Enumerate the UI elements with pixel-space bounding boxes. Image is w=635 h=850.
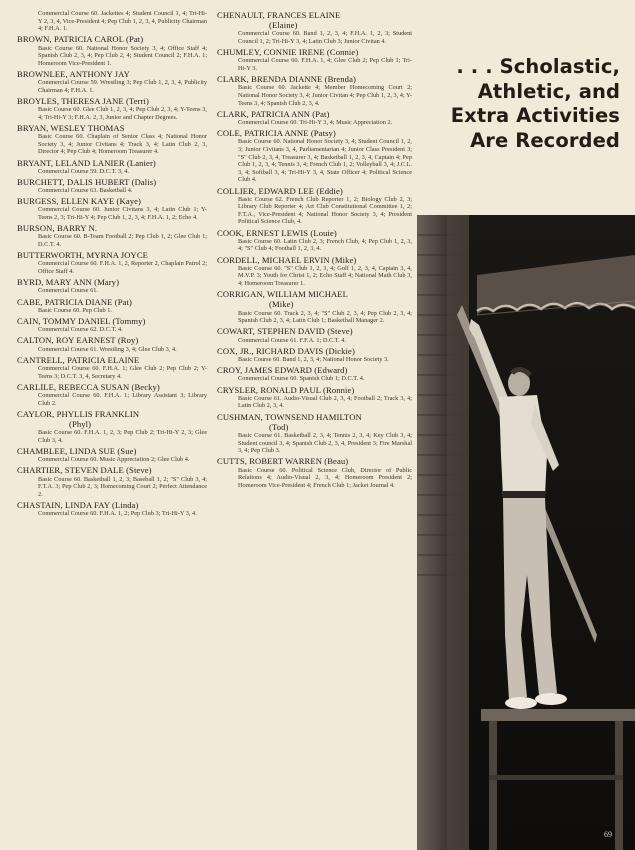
- senior-entry: [17, 277, 207, 295]
- senior-name: CAYLOR, PHYLLIS FRANKLIN: [17, 408, 140, 419]
- senior-activities: Commercial Course 60. F.H.A. 1; Library Assistant 3; Library Club 2.: [38, 391, 207, 407]
- senior-entry: [17, 409, 207, 445]
- senior-name: CHAMBLEE, LINDA SUE (Sue): [17, 445, 137, 456]
- senior-name: CALTON, ROY EARNEST (Roy): [17, 335, 139, 346]
- senior-activities: Commercial Course 61. Wrestling 3, 4; Glee Club 3, 4.: [38, 345, 177, 353]
- senior-entry: [217, 186, 412, 227]
- senior-entry: [217, 255, 412, 288]
- section-heading: [426, 55, 620, 153]
- senior-activities: Basic Course 60. National Honor Society 3, 4; Office Staff 4; Spanish Club 2, 3, 4; Pep Club 2, 4; Student Council 2; F.H.A. 1; Homeroom Vice-President 1.: [38, 44, 207, 67]
- senior-name: BYRD, MARY ANN (Mary): [17, 277, 120, 288]
- senior-activities: Basic Course 60. Political Science Club, Director of Public Relations 4; Audio-Visual 2, 3, 4; Homeroom President 2; Homeroom Vice-President 4; French Club 1; Jacket Journal 4.: [238, 466, 412, 489]
- senior-activities: Basic Course 60. F.H.A. 1, 2, 3; Pep Club 2; Tri-Hi-Y 2, 3; Glee Club 3, 4.: [38, 429, 207, 444]
- senior-entry: [217, 228, 412, 253]
- senior-activities: Basic Course 60. Basketball 1, 2, 3; Baseball 1, 2; "S" Club 3, 4; F.T.A. 3; Pep Club 2, 3; Homecoming Court 2; Perfect Attendance 2.: [38, 475, 207, 498]
- senior-name: CUSHMAN, TOWNSEND HAMILTON: [217, 411, 362, 422]
- senior-name: COLE, PATRICIA ANNE (Patsy): [217, 128, 336, 139]
- senior-activities: Commercial Course 60. F.H.A. 1, 2; Pep Club 3; Tri-Hi-Y 3, 4.: [38, 510, 197, 518]
- senior-name: COLLIER, EDWARD LEE (Eddie): [217, 185, 343, 196]
- senior-activities: Commercial Course 60. Jackettes 4; Student Council 1, 4; Tri-Hi-Y 2, 3, 4, Vice-President 4; Pep Club 1, 2, 3, 4, Publicity Chairman 4; F.H.A. 1.: [38, 10, 207, 33]
- heading-line-1: . . . Scholastic,: [456, 55, 620, 78]
- senior-entry: [217, 109, 412, 127]
- senior-name: COOK, ERNEST LEWIS (Louie): [217, 227, 337, 238]
- senior-name: CARLILE, REBECCA SUSAN (Becky): [17, 381, 160, 392]
- senior-entry: [217, 412, 412, 455]
- senior-entry: [217, 74, 412, 107]
- heading-line-2: Athletic, and: [477, 79, 620, 103]
- senior-name: CROY, JAMES EDWARD (Edward): [217, 365, 348, 376]
- senior-activities: Commercial Course 59. Wrestling 3; Pep Club 1, 2, 3, 4, Publicity Chairman 4; F.H.A. 1.: [38, 79, 207, 94]
- senior-entry: [17, 250, 207, 275]
- senior-activities: Basic Course 60. "S" Club 1, 2, 3, 4; Golf 1, 2, 3, 4, Captain 3, 4, M.V.P. 3; Youth for Christ 1, 2; Echo Staff 4; National Math Club 3, 4; Homeroom Treasurer 1.: [238, 264, 412, 288]
- senior-activities: Basic Course 62. French Club Reporter 1, 2; Biology Club 2, 3; Library Club Reporter 4; Art Club Constitutional Committee 1, 2; F.T.A., Vice-President 4; National Honor Society 3, 4; President Political Science Club, 4.: [238, 195, 412, 226]
- senior-activities: Basic Course 60. Chaplain of Senior Class 4; National Honor Society 3, 4; Junior Civitans 4; Track 3, 4; Latin Club 2, 3, Director 4; Pep Club 4; Homeroom Treasurer 4.: [38, 133, 207, 156]
- senior-entry: [17, 69, 207, 94]
- senior-name: COX, JR., RICHARD DAVIS (Dickie): [217, 345, 355, 356]
- senior-activities: Commercial Course 59. D.C.T. 3, 4.: [38, 167, 130, 175]
- senior-name: BRYAN, WESLEY THOMAS: [17, 122, 125, 133]
- senior-name: BURCHETT, DALIS HUBERT (Dalis): [17, 176, 157, 187]
- senior-activities: Basic Course 60. B-Team Football 2; Pep Club 1, 2; Glee Club 1; D.C.T. 4.: [38, 233, 207, 249]
- senior-entry: [17, 177, 207, 195]
- senior-activities: Commercial Course 60. Spanish Club 1; D.C.T. 4.: [238, 375, 365, 383]
- senior-name: CHASTAIN, LINDA FAY (Linda): [17, 499, 139, 510]
- senior-entry: [17, 223, 207, 248]
- senior-activities: Commercial Course 61. F.F.A. 1; D.C.T. 4.: [238, 336, 347, 344]
- senior-name: BURSON, BARRY N.: [17, 223, 98, 234]
- senior-name: CABE, PATRICIA DIANE (Pat): [17, 296, 132, 307]
- senior-name: BROYLES, THERESA JANE (Terri): [17, 95, 149, 106]
- senior-listing-column-middle: [217, 10, 412, 491]
- senior-nickname: (Mike): [269, 299, 294, 310]
- senior-activities: Commercial Course 60. Band 1, 2, 3, 4; F.H.A. 1, 2, 3; Student Council 1, 2; Tri-Hi-Y 3, 4; Latin Club 3; Junior Civitan 4.: [238, 30, 412, 45]
- senior-nickname: (Elaine): [269, 20, 298, 31]
- senior-entry: [17, 355, 207, 380]
- senior-activities: Commercial Course 61.: [38, 287, 98, 295]
- senior-activities: Commercial Course 60. F.H.A. 1; Glee Club 2; Pep Club 2; Y-Teens 3; D.C.T. 3, 4, Secretary 4.: [38, 365, 207, 380]
- senior-entry: [217, 10, 412, 46]
- senior-name: BROWN, PATRICIA CAROL (Pat): [17, 34, 144, 45]
- senior-activities: Basic Course 60. Glee Club 1, 2, 3, 4; Pep Club 2, 3, 4; Y-Teens 3, 4; Tri-Hi-Y 3; F.H.A. 2, 3, Junior and Chapter Degrees.: [38, 106, 207, 121]
- senior-entry: [217, 289, 412, 325]
- senior-name: CLARK, BRENDA DIANNE (Brenda): [217, 74, 356, 85]
- senior-entry: [17, 500, 207, 518]
- senior-activities: Basic Course 61. Basketball 2, 3, 4; Tennis 2, 3, 4; Key Club 3, 4; Student council 3, 4; Spanish Club 2, 3, 4, President 3; Fire Marshal 3, 4; Pep Club 3.: [238, 431, 412, 455]
- senior-listing-column-left: [17, 10, 207, 519]
- senior-name: CORRIGAN, WILLIAM MICHAEL: [217, 289, 348, 300]
- senior-entry: [17, 96, 207, 121]
- senior-activities: Commercial Course 60. Music Appreciation 2; Glee Club 4.: [38, 456, 190, 464]
- photo-illustration: [417, 215, 635, 850]
- senior-name: CANTRELL, PATRICIA ELAINE: [17, 354, 140, 365]
- senior-name: BROWNLEE, ANTHONY JAY: [17, 68, 130, 79]
- senior-activities: Basic Course 60. Jackette 4; Member Homecoming Court 2; National Honor Society 3, 4; Junior Civitan 4; Pep Club 1, 2, 3, 4; Y-Teens 3, 4; Spanish Club 2, 3, 4.: [238, 84, 412, 107]
- senior-entry: [217, 47, 412, 72]
- senior-activities: Commercial Course 60. Junior Civitans 3, 4; Latin Club 1; Y-Teens 2, 3; Tri-Hi-Y 4; Pep Club 1, 2, 3, 4; F.H.A. 1, 2; Echo 4.: [38, 206, 207, 222]
- senior-activities: Commercial Course 60. F.H.A. 1, 2, Reporter 2, Chaplain Patrol 2; Office Staff 4.: [38, 260, 207, 276]
- senior-name: CRYSLER, RONALD PAUL (Ronnie): [217, 384, 355, 395]
- senior-activities: Basic Course 60. Pep Club 1.: [38, 306, 112, 314]
- senior-activities: Basic Course 60. Latin Club 2, 3; French Club, 4; Pep Club 1, 2, 3, 4; "S" Club 4; Football 1, 2, 3, 4.: [238, 237, 412, 253]
- senior-name: CHARTIER, STEVEN DALE (Steve): [17, 465, 152, 476]
- senior-name: BUTTERWORTH, MYRNA JOYCE: [17, 250, 149, 261]
- senior-name: BRYANT, LELAND LANIER (Lanier): [17, 157, 156, 168]
- senior-activities: Commercial Course 63. Basketball 4.: [38, 187, 133, 195]
- senior-activities: Commercial Course 60. F.H.A. 1, 4; Glee Club 2; Pep Club 1; Tri-Hi-Y 3.: [238, 57, 412, 72]
- student-on-ladder-photo: [417, 215, 635, 850]
- senior-nickname: (Phyl): [69, 418, 92, 429]
- senior-entry: [17, 465, 207, 498]
- senior-name: CLARK, PATRICIA ANN (Pat): [217, 108, 330, 119]
- senior-entry: [17, 34, 207, 67]
- senior-name: CHENAULT, FRANCES ELAINE: [217, 10, 341, 20]
- senior-entry: [17, 123, 207, 156]
- senior-name: CHUMLEY, CONNIE IRENE (Connie): [217, 47, 359, 58]
- senior-entry: [217, 326, 412, 344]
- senior-activities: Basic Course 60. Track 2, 3, 4; "S" Club 2, 3, 4; Pep Club 2, 3, 4; Spanish Club 2, 3, 4; Latin Club 1; Basketball Manager 2.: [238, 309, 412, 325]
- senior-entry: [17, 10, 207, 33]
- senior-nickname: (Tod): [269, 421, 289, 432]
- senior-name: CAIN, TOMMY DANIEL (Tommy): [17, 316, 146, 327]
- senior-activities: Commercial Course 60. Tri-Hi-Y 3, 4; Music Appreciation 2.: [238, 118, 393, 126]
- senior-entry: [217, 456, 412, 489]
- page-number: 69: [604, 830, 612, 839]
- senior-entry: [17, 316, 207, 334]
- heading-line-4: Are Recorded: [470, 128, 620, 152]
- senior-activities: Commercial Course 62. D.C.T. 4.: [38, 326, 123, 334]
- senior-entry: [217, 365, 412, 383]
- senior-entry: [17, 297, 207, 315]
- senior-name: COWART, STEPHEN DAVID (Steve): [217, 326, 353, 337]
- senior-activities: Basic Course 60. National Honor Society 3, 4; Student Council 1, 2, 3; Junior Civitans 3, 4, Parliamentarian 4; Junior Class President 3; "S" Club 2, 3, 4, Treasurer 3, 4; Basketball 1, 2, 3, 4, Captain 4; Pep Club 1, 2, 3, 4; Tennis 3, 4; French Club 1, 2; Volleyball 3, 4; J.C.L. 3, 4; Softball 3, 4; Tri-Hi-Y 3, 4, State Officer 4; Political Science Club 4.: [238, 138, 412, 184]
- senior-name: BURGESS, ELLEN KAYE (Kaye): [17, 196, 142, 207]
- heading-line-3: Extra Activities: [450, 104, 620, 127]
- senior-entry: [17, 196, 207, 221]
- senior-entry: [17, 158, 207, 176]
- senior-entry: [217, 385, 412, 410]
- senior-name: CORDELL, MICHAEL ERVIN (Mike): [217, 254, 357, 265]
- senior-entry: [17, 382, 207, 407]
- senior-activities: Basic Course 60. Band 1, 2, 3, 4; National Honor Society 3.: [238, 356, 389, 364]
- senior-entry: [17, 335, 207, 353]
- senior-entry: [17, 446, 207, 464]
- senior-activities: Basic Course 61. Audio-Visual Club 2, 3, 4; Football 2; Track 3, 4; Latin Club 2, 3, 4.: [238, 394, 412, 410]
- senior-name: CUTTS, ROBERT WARREN (Beau): [217, 456, 349, 467]
- senior-entry: [217, 346, 412, 364]
- senior-entry: [217, 128, 412, 184]
